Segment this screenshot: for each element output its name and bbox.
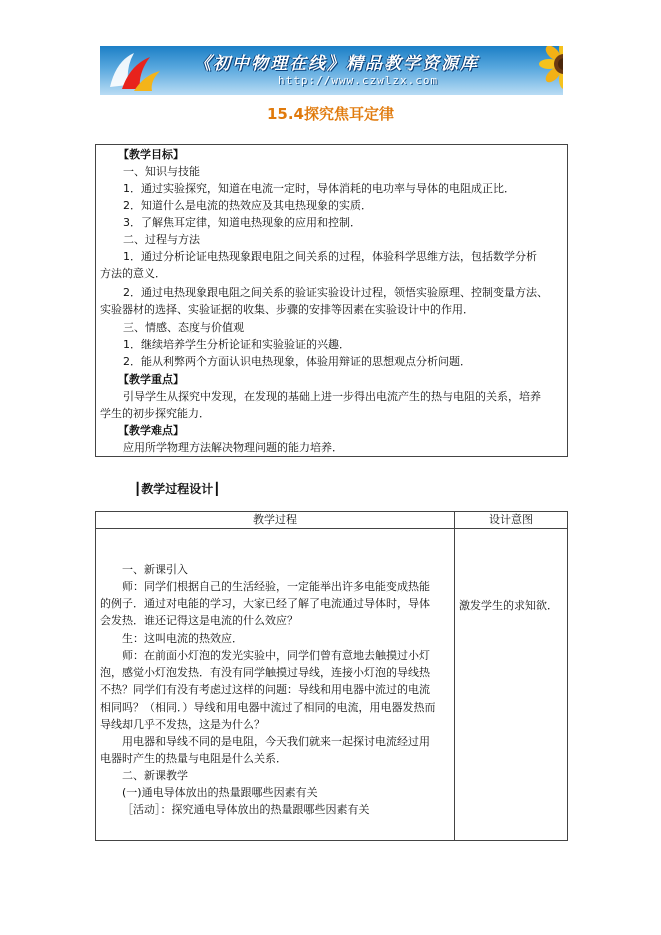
text-line: 学生的初步探究能力． xyxy=(100,407,210,420)
text-line: 一、新课引入 xyxy=(122,563,188,576)
text-line: 相同吗？（相同．）导线和用电器中流过了相同的电流，用电器发热而 xyxy=(100,701,436,714)
text-line: 一、知识与技能 xyxy=(123,165,200,178)
process-heading: ┃教学过程设计┃ xyxy=(134,482,221,496)
section-heading: 【教学重点】 xyxy=(118,373,184,386)
text-line: 用电器和导线不同的是电阻，今天我们就来一起探讨电流经过用 xyxy=(122,735,430,748)
text-line: 2．能从利弊两个方面认识电热现象，体验用辩证的思想观点分析问题． xyxy=(123,355,471,368)
text-line: 方法的意义． xyxy=(100,267,166,280)
text-line: 应用所学物理方法解决物理问题的能力培养． xyxy=(123,441,343,454)
column-header-design: 设计意图 xyxy=(455,512,568,529)
design-intent-cell xyxy=(455,529,568,841)
teaching-objectives-box xyxy=(95,144,568,457)
text-line: 实验器材的选择、实验证据的收集、步骤的安排等因素在实验设计中的作用． xyxy=(100,303,474,316)
text-line: 生：这叫电流的热效应． xyxy=(122,632,243,645)
column-header-process: 教学过程 xyxy=(96,512,455,529)
text-line: 的例子．通过对电能的学习，大家已经了解了电流通过导体时，导体 xyxy=(100,597,430,610)
text-line: 电器时产生的热量与电阻是什么关系． xyxy=(100,752,287,765)
text-line: 不热？同学们有没有考虑过这样的问题：导线和用电器中流过的电流 xyxy=(100,683,430,696)
process-content-cell xyxy=(96,529,455,841)
design-note: 激发学生的求知欲． xyxy=(459,599,558,612)
text-line: 2．知道什么是电流的热效应及其电热现象的实质． xyxy=(123,199,372,212)
text-line: 三、情感、态度与价值观 xyxy=(123,321,244,334)
text-line: 会发热．谁还记得这是电流的什么效应？ xyxy=(100,614,298,627)
text-line: 师：在前面小灯泡的发光实验中，同学们曾有意地去触摸过小灯 xyxy=(122,649,430,662)
text-line: 2．通过电热现象跟电阻之间关系的验证实验设计过程，领悟实验原理、控制变量方法、 xyxy=(123,286,548,299)
text-line: 导线却几乎不发热，这是为什么？ xyxy=(100,718,265,731)
text-line: 引导学生从探究中发现，在发现的基础上进一步得出电流产生的热与电阻的关系，培养 xyxy=(123,390,541,403)
text-line: 泡，感觉小灯泡发热．有没有同学触摸过导线，连接小灯泡的导线热 xyxy=(100,666,430,679)
section-heading: 【教学目标】 xyxy=(118,148,184,161)
banner-url[interactable]: http://www.czwlzx.com xyxy=(278,74,439,87)
text-line: ［活动］：探究通电导体放出的热量跟哪些因素有关 xyxy=(122,803,370,816)
teaching-process-table xyxy=(95,511,568,841)
text-line: 二、过程与方法 xyxy=(123,233,200,246)
text-line: 1．继续培养学生分析论证和实验验证的兴趣． xyxy=(123,338,350,351)
banner-title: 《初中物理在线》精品教学资源库 xyxy=(194,54,479,74)
text-line: (一)通电导体放出的热量跟哪些因素有关 xyxy=(122,786,318,799)
text-line: 3．了解焦耳定律，知道电热现象的应用和控制． xyxy=(123,216,361,229)
sunflower-icon xyxy=(538,46,563,95)
document-title: 15.4探究焦耳定律 xyxy=(266,105,394,123)
header-banner xyxy=(100,46,563,95)
text-line: 1．通过分析论证电热现象跟电阻之间关系的过程，体验科学思维方法，包括数学分析 xyxy=(123,250,537,263)
text-line: 师：同学们根据自己的生活经验，一定能举出许多电能变成热能 xyxy=(122,580,430,593)
logo-icon xyxy=(104,47,162,94)
section-heading: 【教学难点】 xyxy=(118,424,184,437)
text-line: 1．通过实验探究，知道在电流一定时，导体消耗的电功率与导体的电阻成正比． xyxy=(123,182,515,195)
text-line: 二、新课教学 xyxy=(122,769,188,782)
